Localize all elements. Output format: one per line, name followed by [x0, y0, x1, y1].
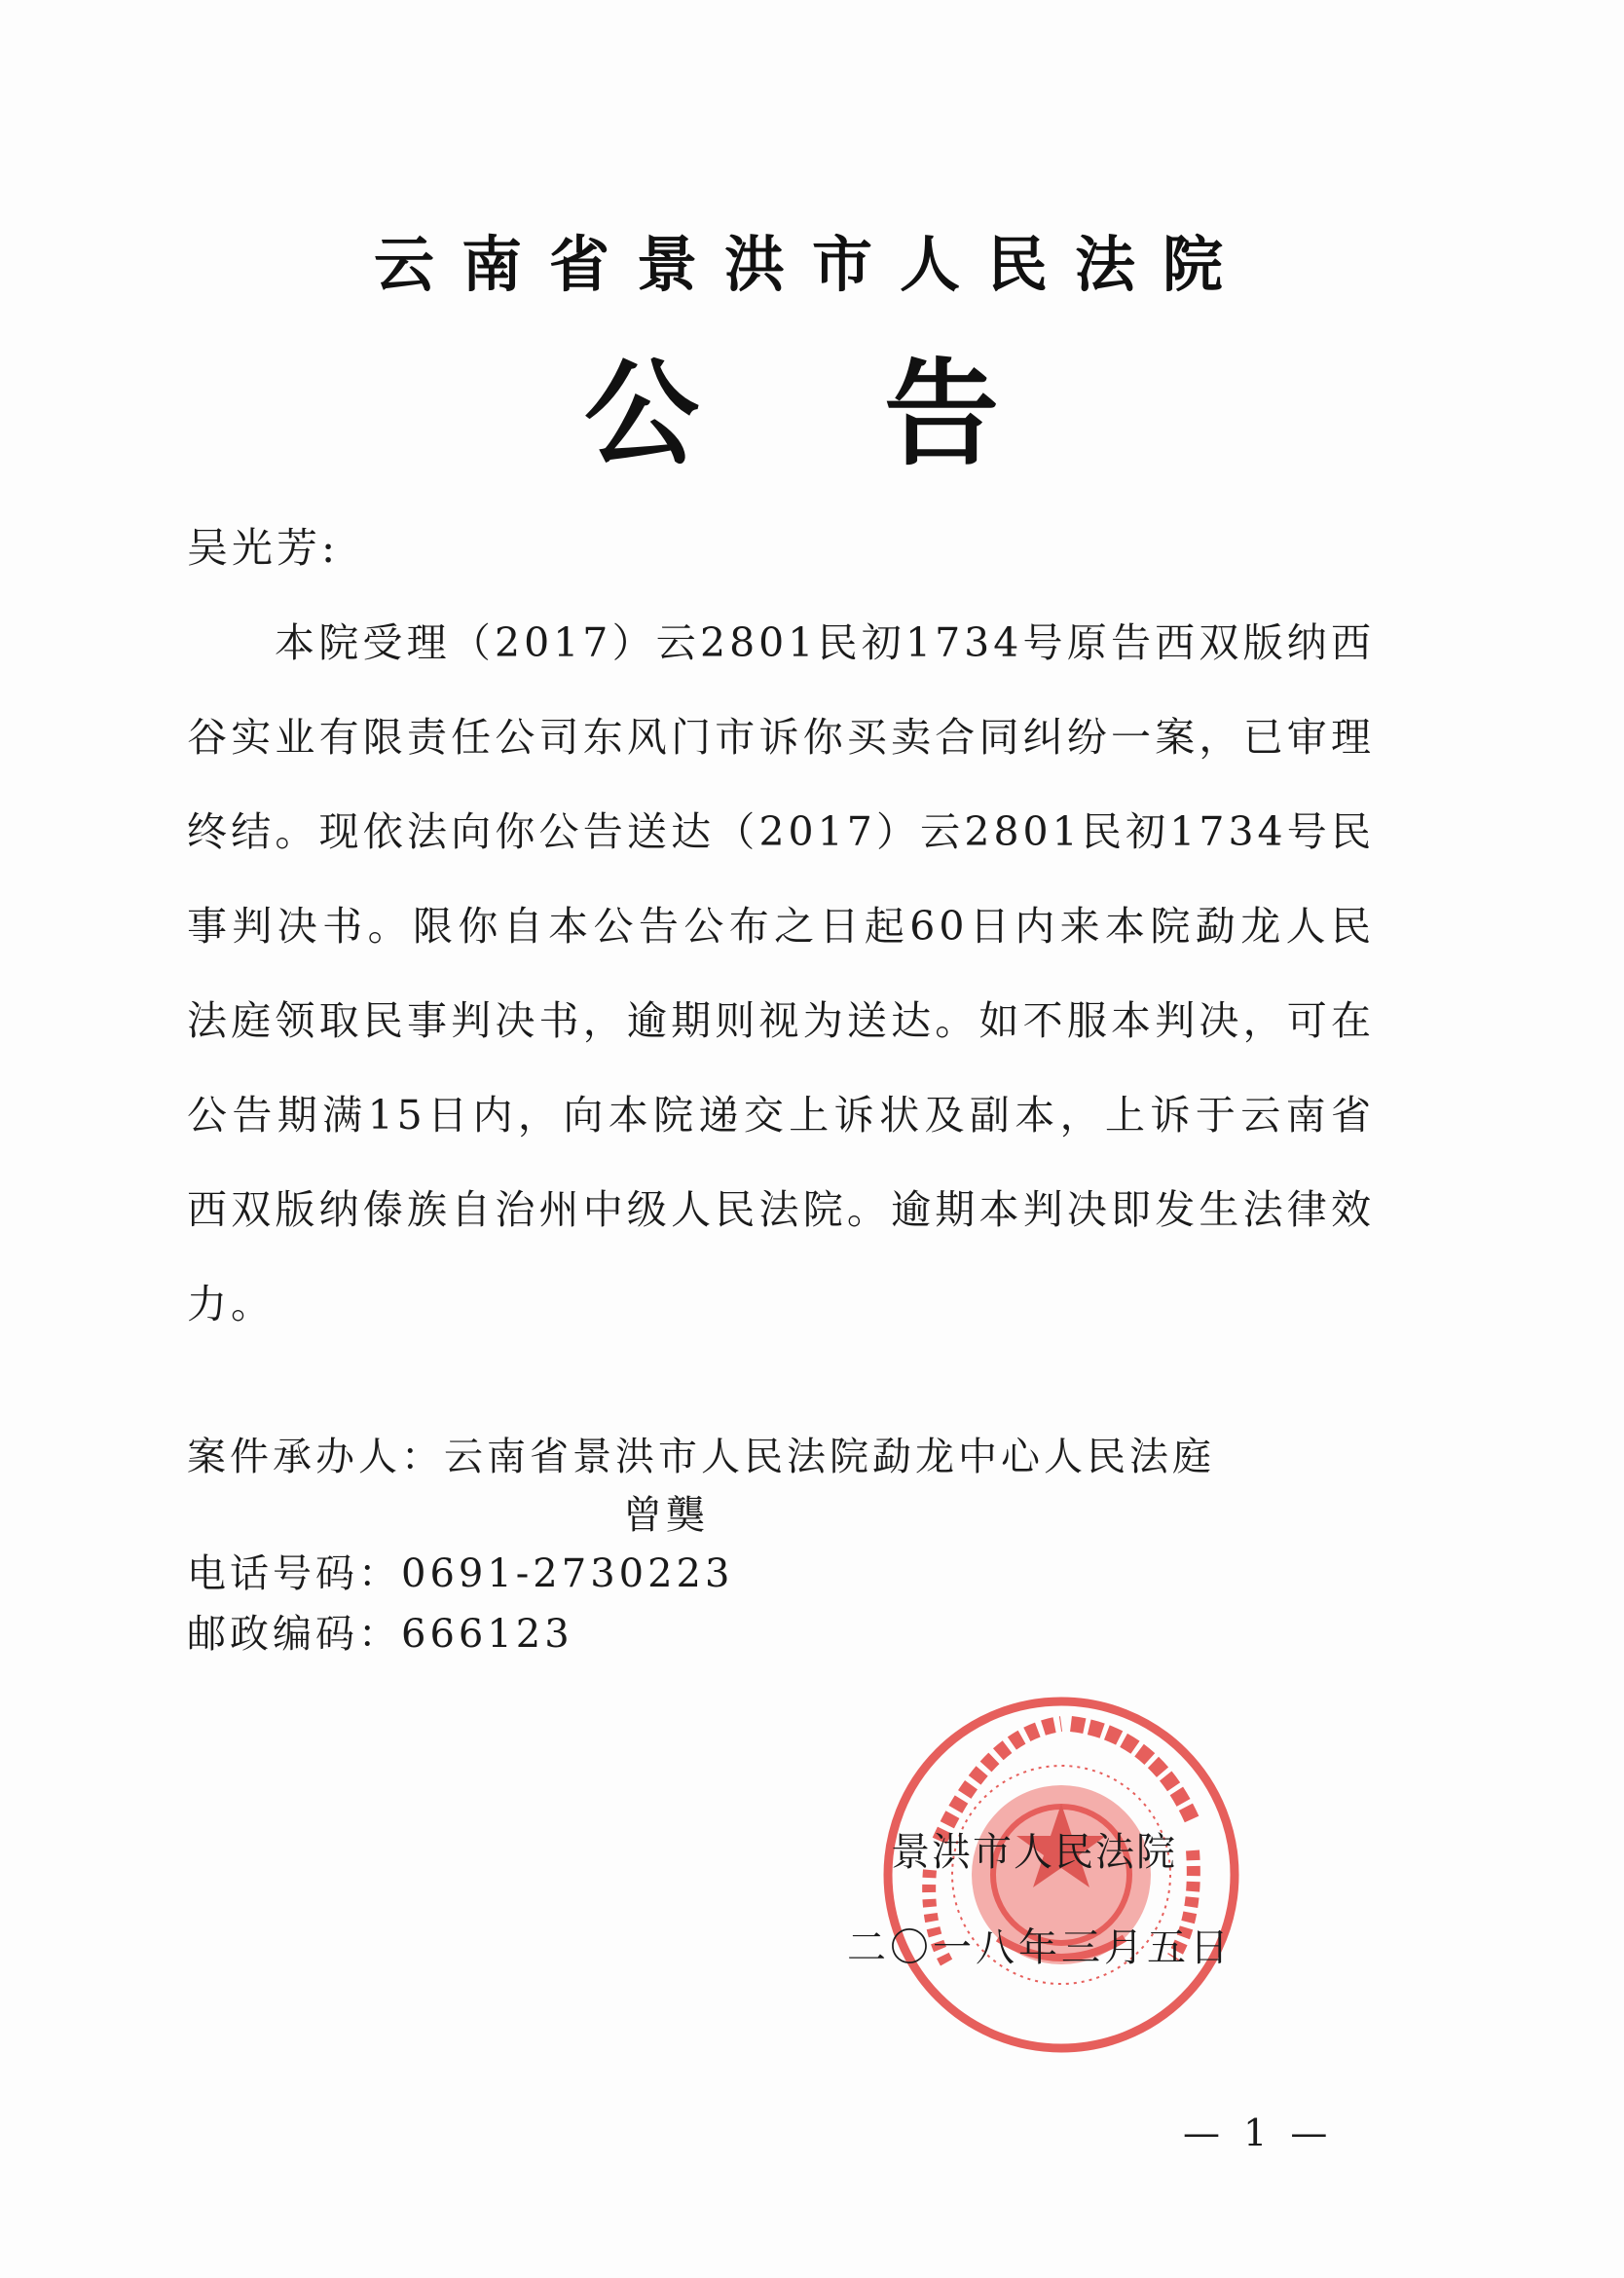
notice-date: 二〇一八年三月五日: [847, 1925, 1233, 1970]
notice-title-char-1: 公: [584, 347, 700, 481]
case-handler-line: 案件承办人：云南省景洪市人民法院勐龙中心人民法庭: [187, 1435, 1215, 1479]
phone-number-line: 电话号码：0691-2730223: [187, 1551, 734, 1596]
addressee: 吴光芳:: [187, 524, 340, 572]
signing-court: 景洪市人民法院: [891, 1830, 1177, 1875]
postal-code-line: 邮政编码：666123: [187, 1612, 573, 1657]
court-name-heading: 云南省景洪市人民法院: [373, 229, 1250, 300]
notice-title-char-2: 告: [884, 347, 1000, 481]
case-handler-person: 曾龑: [623, 1493, 709, 1538]
notice-body: 本院受理（2017）云2801民初1734号原告西双版纳西谷实业有限责任公司东风门市诉你买卖合同纠纷一案，已审理终结。现依法向你公告送达（2017）云2801民初1734号民事判决书。限你自本公告公布之日起60日内来本院勐龙人民法庭领取民事判决书，逾期则视为送达。如不服本判决，可在公告期满15日内，向本院递交上诉状及副本，上诉于云南省西双版纳傣族自治州中级人民法院。逾期本判决即发生法律效力。: [187, 619, 1375, 1327]
page-number: — 1 —: [1183, 2111, 1334, 2154]
